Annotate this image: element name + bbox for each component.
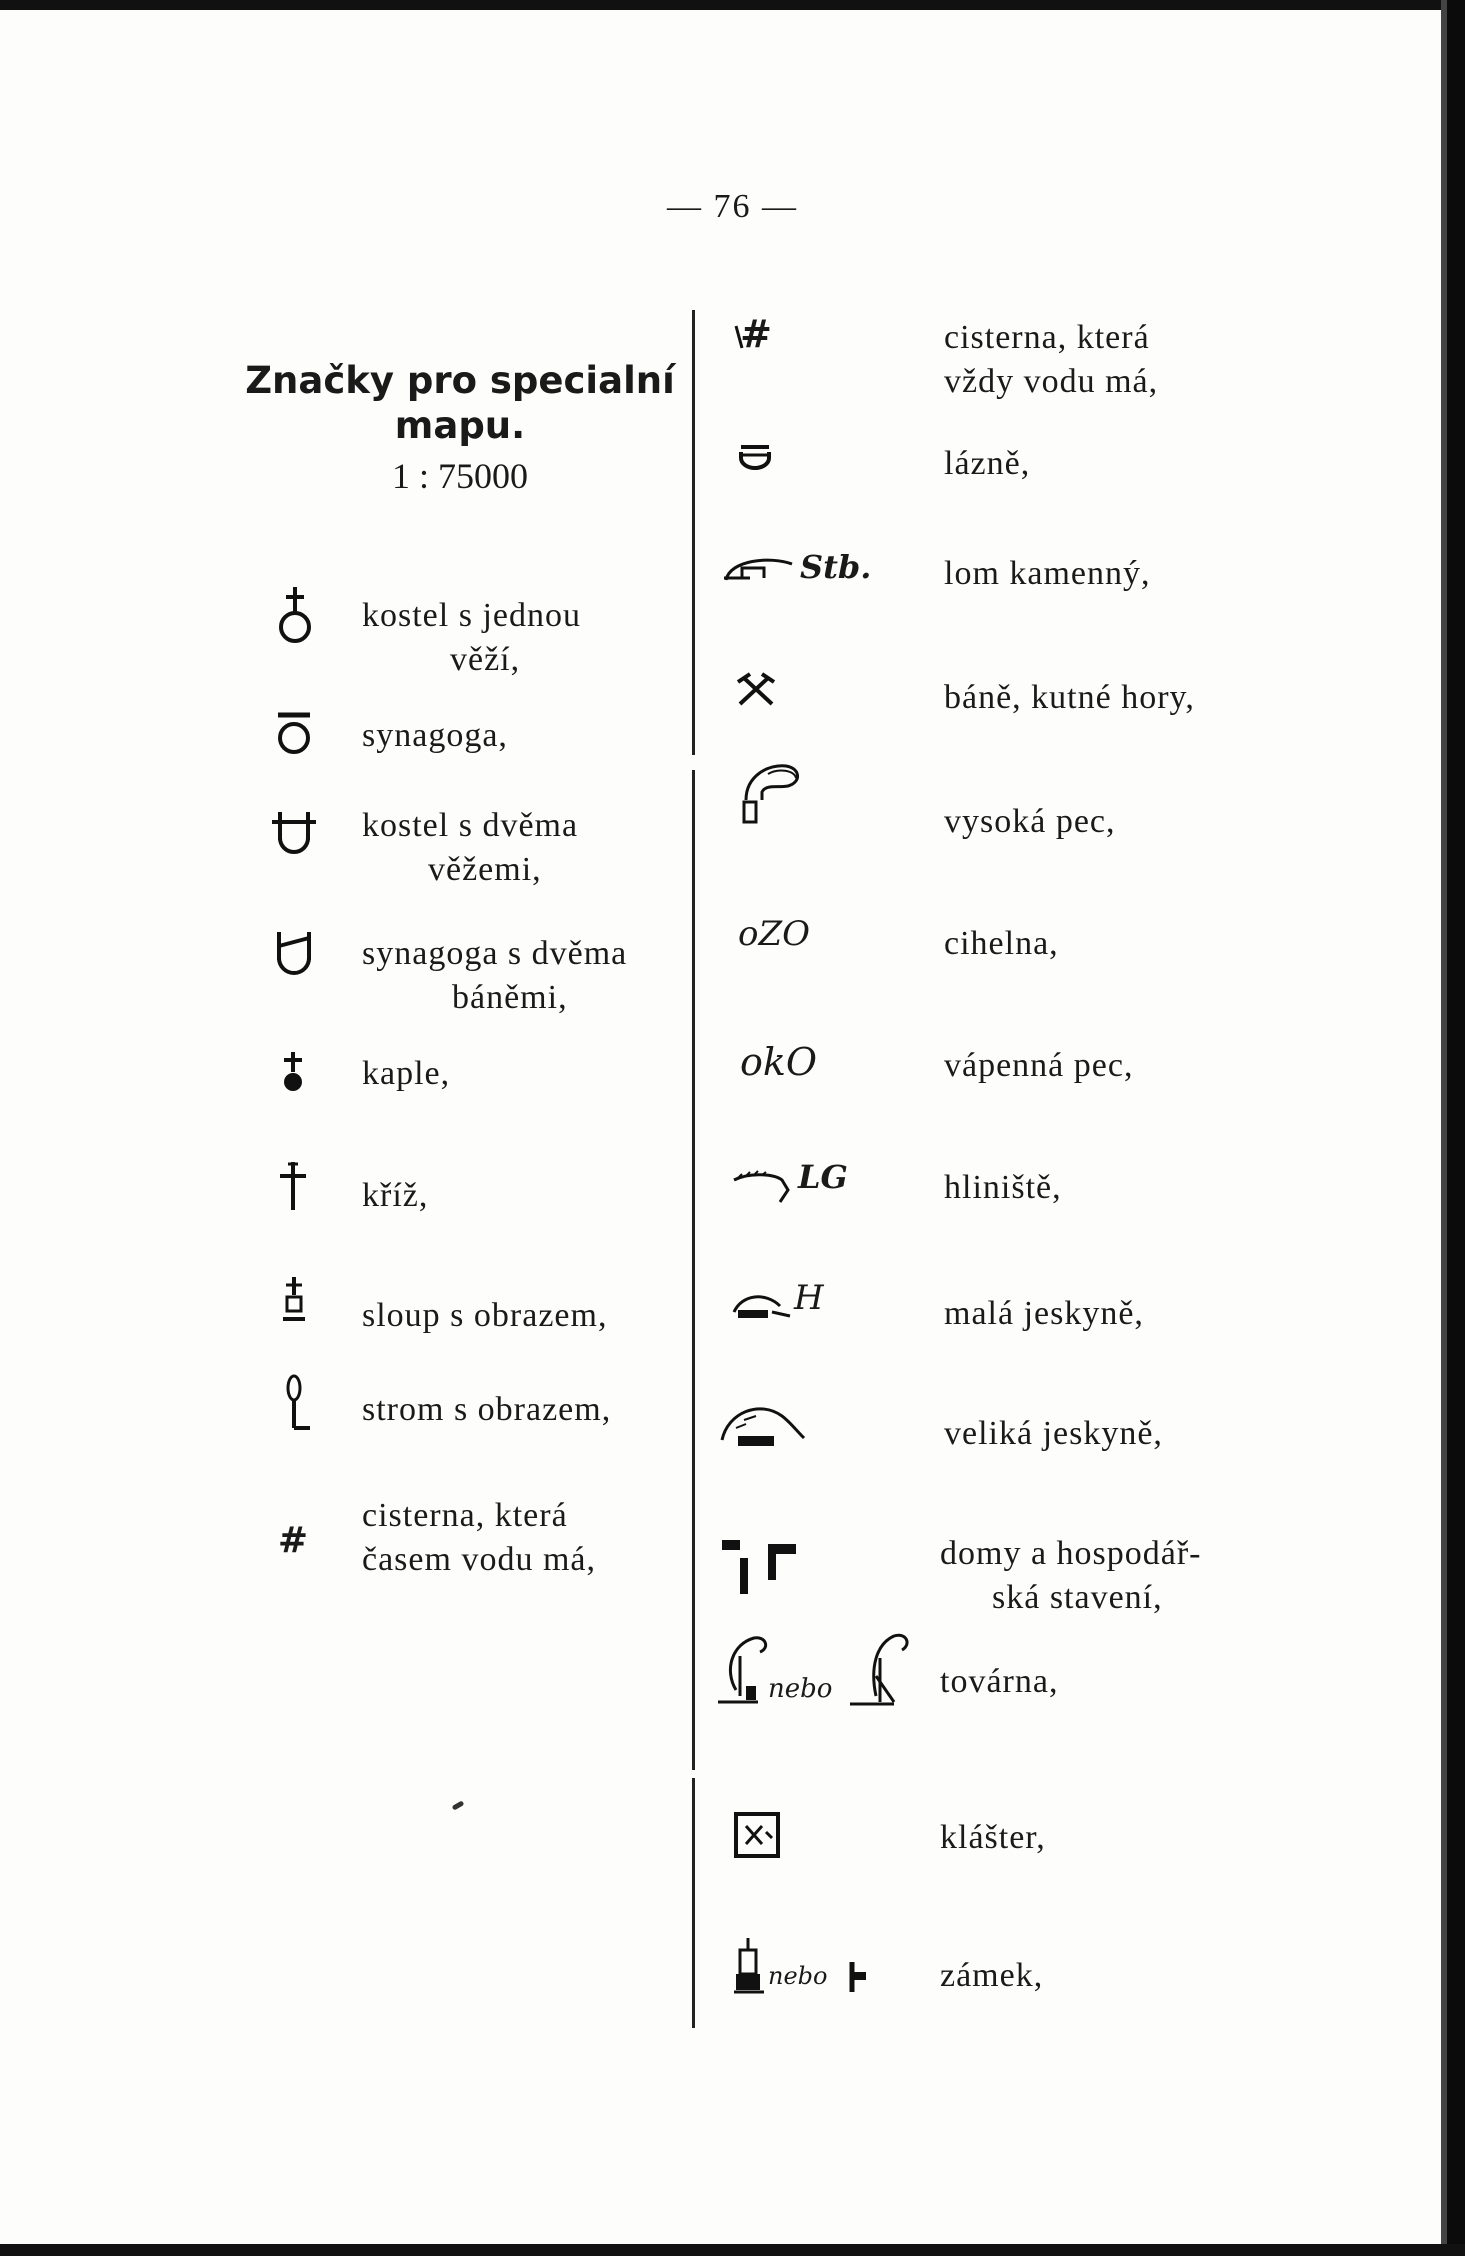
church-one-tower-icon <box>272 585 318 647</box>
mine-icon <box>734 670 778 710</box>
synagogue-two-domes-icon <box>270 928 318 982</box>
column-divider <box>692 1778 695 2028</box>
legend-label: cisterna, která časem vodu má, <box>362 1497 596 1578</box>
legend-label: vápenná pec, <box>944 1047 1134 1084</box>
castle-icon <box>732 1936 768 1996</box>
small-cave-icon <box>728 1288 796 1322</box>
legend-label: cihelna, <box>944 925 1059 962</box>
legend-label: kostel s dvěma věžemi, <box>362 807 579 888</box>
legend-label: sloup s obrazem, <box>362 1297 608 1334</box>
legend-label: lom kamenný, <box>944 555 1151 592</box>
small-cave-abbreviation: H <box>794 1278 824 1318</box>
cistern-mark-icon <box>732 322 746 352</box>
factory-alternative-word: nebo <box>768 1674 833 1704</box>
legend-label: kaple, <box>362 1055 451 1092</box>
cross-icon <box>276 1160 310 1212</box>
legend-label: cisterna, která vždy vodu má, <box>944 319 1159 400</box>
legend-label: malá jeskyně, <box>944 1295 1144 1332</box>
cistern-permanent-icon: # <box>740 312 772 356</box>
blast-furnace-icon <box>738 760 808 830</box>
legend-label: báně, kutné hory, <box>944 679 1195 716</box>
tree-with-image-icon <box>282 1372 312 1432</box>
pillar-with-image-icon <box>280 1275 308 1323</box>
column-divider <box>692 770 695 1770</box>
synagogue-icon <box>272 710 316 756</box>
lime-kiln-icon: okO <box>740 1040 818 1084</box>
scan-edge-top <box>0 0 1465 10</box>
legend-label: kostel s jednou věží, <box>362 597 581 678</box>
monastery-icon <box>732 1810 782 1860</box>
map-scale: 1 : 75000 <box>391 456 528 496</box>
legend-label: klášter, <box>940 1819 1046 1856</box>
stone-quarry-icon <box>720 552 798 588</box>
page-number: — 76 — <box>667 188 798 225</box>
cistern-seasonal-icon: # <box>277 1520 309 1561</box>
clay-pit-abbreviation: LG <box>798 1158 848 1196</box>
spa-icon <box>738 442 772 470</box>
legend-label: strom s obrazem, <box>362 1391 612 1428</box>
castle-alt-icon <box>846 1960 870 1994</box>
castle-alternative-word: nebo <box>768 1962 828 1990</box>
factory-alt-icon <box>846 1628 916 1712</box>
section-heading-line2: mapu. <box>394 404 526 447</box>
church-two-towers-icon <box>268 808 320 870</box>
scan-edge-bottom <box>0 2244 1465 2256</box>
quarry-abbreviation: Stb. <box>800 548 872 586</box>
chapel-icon <box>278 1050 308 1096</box>
legend-label: lázně, <box>944 445 1031 482</box>
legend-label: továrna, <box>940 1663 1059 1700</box>
ink-smudge <box>452 1800 465 1810</box>
legend-label: zámek, <box>940 1957 1044 1994</box>
houses-farm-buildings-icon <box>718 1532 808 1598</box>
legend-label: domy a hospodář- ská stavení, <box>940 1535 1202 1616</box>
legend-label: synagoga s dvěma báněmi, <box>362 935 628 1016</box>
legend-label: synagoga, <box>362 717 508 754</box>
brickworks-icon: oZO <box>738 914 810 954</box>
clay-pit-icon <box>730 1166 798 1206</box>
large-cave-icon <box>716 1400 808 1452</box>
legend-label: veliká jeskyně, <box>944 1415 1163 1452</box>
legend-label: kříž, <box>362 1177 429 1214</box>
scan-edge-right <box>1447 0 1465 2256</box>
section-heading: Značky pro specialní <box>245 359 675 402</box>
legend-label: vysoká pec, <box>944 803 1116 840</box>
legend-label: hliniště, <box>944 1169 1062 1206</box>
